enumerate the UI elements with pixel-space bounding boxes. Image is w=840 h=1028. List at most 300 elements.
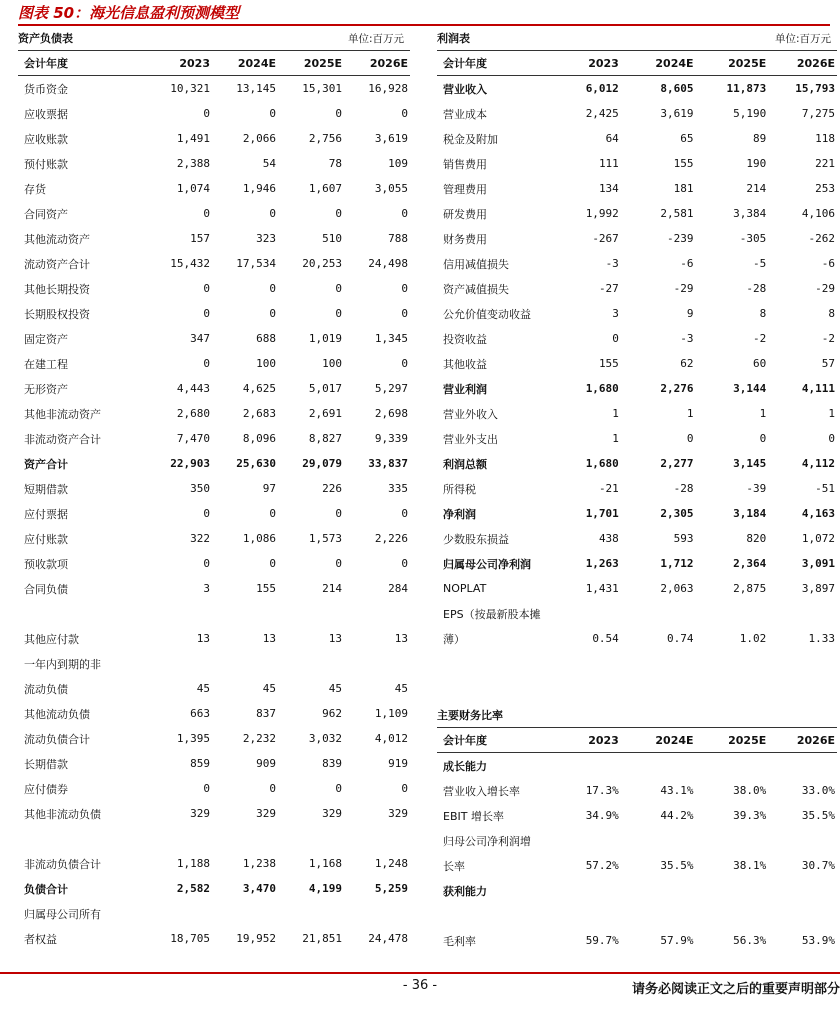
cell-value: 59.7%: [585, 934, 619, 947]
row-label: EBIT 增长率: [443, 809, 504, 823]
cell-value: -29: [815, 282, 835, 295]
table-row: [18, 726, 410, 751]
cell-value: 8: [828, 307, 835, 320]
table-row: [18, 426, 410, 451]
cell-value: 19,952: [236, 932, 276, 945]
cell-value: 34.9%: [585, 809, 619, 822]
cell-value: [566, 878, 621, 903]
cell-value: 329: [256, 807, 276, 820]
cell-value: 284: [388, 582, 408, 595]
cell-value: 0: [335, 207, 342, 220]
income-statement-table: [437, 51, 837, 651]
column-header-label: 会计年度: [437, 51, 566, 76]
cell-value: 62: [680, 357, 694, 370]
table-row: [437, 753, 837, 779]
unit-label: 单位:百万元: [347, 33, 404, 45]
cell-value: 2,364: [733, 557, 767, 570]
page-number: - 36 -: [402, 978, 438, 993]
cell-value: 0: [335, 107, 342, 120]
cell-value: [140, 651, 212, 676]
cell-value: [344, 651, 410, 676]
row-label: EPS（按最新股本摊: [443, 607, 541, 621]
cell-value: 0: [401, 357, 408, 370]
cell-value: 0: [269, 557, 276, 570]
row-label: 流动负债合计: [24, 732, 90, 746]
cell-value: -27: [598, 282, 619, 295]
cell-value: 54: [262, 157, 276, 170]
ratios-section: [437, 705, 837, 953]
ratios-table: [437, 728, 837, 953]
cell-value: 45: [328, 682, 342, 695]
cell-value: 2,232: [242, 732, 276, 745]
row-label: 所得税: [443, 482, 476, 496]
cell-value: 663: [190, 707, 210, 720]
row-label: 合同负债: [24, 582, 68, 596]
cell-value: [344, 601, 410, 626]
row-label: 财务费用: [443, 232, 487, 246]
table-row: [437, 76, 837, 102]
cell-value: 13: [262, 632, 276, 645]
cell-value: 16,928: [368, 82, 408, 95]
column-header-year: 2024E: [621, 51, 696, 76]
row-label: 毛利率: [443, 934, 476, 948]
table-row: [18, 201, 410, 226]
cell-value: 155: [598, 357, 619, 370]
table-row: [18, 851, 410, 876]
cell-value: 2,425: [585, 107, 619, 120]
cell-value: 839: [322, 757, 342, 770]
row-label: 流动负债: [24, 682, 68, 696]
cell-value: 0: [828, 432, 835, 445]
cell-value: 13: [394, 632, 408, 645]
cell-value: [566, 601, 621, 626]
cell-value: -2: [821, 332, 835, 345]
table-header-row: [18, 51, 410, 76]
row-label: [18, 826, 140, 851]
cell-value: [212, 826, 278, 851]
column-header-year: 2026E: [768, 728, 837, 753]
cell-value: -39: [746, 482, 767, 495]
ratios-name: 主要财务比率: [437, 709, 503, 722]
table-row: [437, 626, 837, 651]
cell-value: -28: [673, 482, 694, 495]
cell-value: 438: [598, 532, 619, 545]
cell-value: 0: [401, 557, 408, 570]
table-row: [18, 326, 410, 351]
cell-value: 0: [612, 332, 619, 345]
cell-value: 43.1%: [660, 784, 694, 797]
cell-value: 3,145: [733, 457, 767, 470]
row-label: 在建工程: [24, 357, 68, 371]
cell-value: [212, 901, 278, 926]
table-row: [18, 526, 410, 551]
cell-value: -21: [598, 482, 619, 495]
row-label: 投资收益: [443, 332, 487, 346]
cell-value: 4,625: [242, 382, 276, 395]
cell-value: [278, 901, 344, 926]
row-label: 营业成本: [443, 107, 487, 121]
column-header-year: 2023: [566, 728, 621, 753]
cell-value: 350: [190, 482, 210, 495]
cell-value: 329: [322, 807, 342, 820]
cell-value: -28: [746, 282, 767, 295]
cell-value: 329: [388, 807, 408, 820]
cell-value: 155: [673, 157, 694, 170]
cell-value: 4,443: [176, 382, 210, 395]
cell-value: 5,190: [733, 107, 767, 120]
row-label: 归母公司净利润增: [443, 834, 531, 848]
table-row: [18, 901, 410, 926]
cell-value: 60: [753, 357, 767, 370]
table-row: [437, 151, 837, 176]
cell-value: 1,072: [801, 532, 835, 545]
income-statement-panel: [437, 28, 837, 953]
balance-sheet-name: 资产负债表: [18, 32, 73, 45]
row-label: 成长能力: [443, 759, 487, 773]
cell-value: [696, 828, 769, 853]
row-label: 其他应付款: [24, 632, 79, 646]
row-label: 其他流动负债: [24, 707, 90, 721]
cell-value: 1,712: [660, 557, 694, 570]
row-label: 净利润: [443, 507, 476, 521]
table-row: [437, 576, 837, 601]
row-label: 销售费用: [443, 157, 487, 171]
cell-value: 8,096: [242, 432, 276, 445]
row-label: 其他流动资产: [24, 232, 90, 246]
cell-value: 2,063: [660, 582, 694, 595]
table-row: [18, 101, 410, 126]
cell-value: [278, 651, 344, 676]
cell-value: 5,017: [308, 382, 342, 395]
column-header-year: 2025E: [696, 51, 769, 76]
cell-value: 64: [605, 132, 619, 145]
cell-value: 2,683: [242, 407, 276, 420]
cell-value: 859: [190, 757, 210, 770]
cell-value: 347: [190, 332, 210, 345]
row-label: 非流动负债合计: [24, 857, 101, 871]
row-label: 长期股权投资: [24, 307, 90, 321]
cell-value: 1,248: [374, 857, 408, 870]
cell-value: 2,226: [374, 532, 408, 545]
cell-value: 5,259: [374, 882, 408, 895]
cell-value: [344, 826, 410, 851]
cell-value: 0.74: [667, 632, 694, 645]
cell-value: 0: [203, 207, 210, 220]
cell-value: 909: [256, 757, 276, 770]
balance-sheet-header: [18, 28, 410, 51]
row-label: 营业收入增长率: [443, 784, 520, 798]
row-label: 其他收益: [443, 357, 487, 371]
cell-value: [140, 826, 212, 851]
cell-value: -267: [592, 232, 619, 245]
cell-value: 1.02: [739, 632, 767, 645]
cell-value: 9,339: [374, 432, 408, 445]
cell-value: 322: [190, 532, 210, 545]
cell-value: 13,145: [236, 82, 276, 95]
cell-value: 1,188: [176, 857, 210, 870]
cell-value: [621, 601, 696, 626]
cell-value: 3,619: [660, 107, 694, 120]
cell-value: 45: [196, 682, 210, 695]
row-label: 长率: [443, 859, 465, 873]
cell-value: 22,903: [170, 457, 210, 470]
cell-value: 109: [388, 157, 408, 170]
column-header-year: 2025E: [696, 728, 769, 753]
row-label: 研发费用: [443, 207, 487, 221]
row-label: 获利能力: [443, 884, 487, 898]
cell-value: 688: [256, 332, 276, 345]
column-header-year: 2024E: [212, 51, 278, 76]
cell-value: 1: [759, 407, 767, 420]
table-row: [437, 176, 837, 201]
cell-value: 253: [815, 182, 835, 195]
cell-value: 0: [269, 507, 276, 520]
cell-value: [768, 753, 837, 779]
cell-value: 21,851: [302, 932, 342, 945]
table-row: [437, 401, 837, 426]
cell-value: -5: [753, 257, 767, 270]
cell-value: 18,705: [170, 932, 210, 945]
cell-value: 0: [401, 207, 408, 220]
balance-sheet-table: [18, 51, 410, 951]
row-label: 负债合计: [24, 882, 68, 896]
cell-value: 9: [686, 307, 694, 320]
cell-value: 35.5%: [801, 809, 835, 822]
cell-value: 3,055: [374, 182, 408, 195]
cell-value: 788: [388, 232, 408, 245]
cell-value: [768, 828, 837, 853]
cell-value: 919: [388, 757, 408, 770]
cell-value: 35.5%: [660, 859, 694, 872]
table-row: [437, 226, 837, 251]
table-row: [18, 826, 410, 851]
row-label: [437, 903, 566, 928]
cell-value: -239: [667, 232, 694, 245]
cell-value: 6,012: [585, 82, 619, 95]
cell-value: 1,680: [585, 457, 619, 470]
cell-value: 0: [203, 357, 210, 370]
cell-value: 33.0%: [801, 784, 835, 797]
column-header-year: 2023: [566, 51, 621, 76]
cell-value: 2,388: [176, 157, 210, 170]
cell-value: 44.2%: [660, 809, 694, 822]
cell-value: 1: [686, 407, 694, 420]
table-row: [437, 501, 837, 526]
cell-value: 837: [256, 707, 276, 720]
cell-value: 24,498: [368, 257, 408, 270]
table-row: [437, 928, 837, 953]
figure-title: 图表 50：海光信息盈利预测模型: [18, 2, 830, 26]
row-label: 营业利润: [443, 382, 487, 396]
row-label: 资产合计: [24, 457, 68, 471]
cell-value: 0: [269, 282, 276, 295]
cell-value: 0: [401, 107, 408, 120]
cell-value: 13: [196, 632, 210, 645]
table-row: [18, 501, 410, 526]
row-label: 无形资产: [24, 382, 68, 396]
cell-value: 820: [746, 532, 767, 545]
cell-value: 17.3%: [585, 784, 619, 797]
table-row: [18, 801, 410, 826]
disclaimer: 请务必阅读正文之后的重要声明部分: [631, 982, 840, 997]
cell-value: 1,431: [585, 582, 619, 595]
cell-value: 155: [256, 582, 276, 595]
income-statement-name: 利润表: [437, 32, 470, 45]
cell-value: 2,276: [660, 382, 694, 395]
row-label: 长期借款: [24, 757, 68, 771]
column-header-year: 2023: [140, 51, 212, 76]
balance-sheet-panel: [18, 28, 410, 951]
cell-value: 2,277: [660, 457, 694, 470]
cell-value: 0: [269, 307, 276, 320]
table-header-row: [437, 728, 837, 753]
cell-value: 593: [673, 532, 694, 545]
table-row: [18, 351, 410, 376]
cell-value: 1,395: [176, 732, 210, 745]
table-row: [18, 126, 410, 151]
cell-value: 118: [815, 132, 835, 145]
cell-value: 56.3%: [733, 934, 767, 947]
cell-value: 57: [821, 357, 835, 370]
row-label: NOPLAT: [443, 582, 487, 595]
cell-value: 4,199: [308, 882, 342, 895]
cell-value: 4,106: [801, 207, 835, 220]
cell-value: 57.9%: [660, 934, 694, 947]
row-label: 应收账款: [24, 132, 68, 146]
cell-value: 0: [686, 432, 694, 445]
cell-value: -6: [680, 257, 694, 270]
cell-value: 5,297: [374, 382, 408, 395]
cell-value: 2,756: [308, 132, 342, 145]
column-header-year: 2026E: [768, 51, 837, 76]
cell-value: 2,875: [733, 582, 767, 595]
column-header-year: 2024E: [621, 728, 696, 753]
cell-value: 1,109: [374, 707, 408, 720]
cell-value: [621, 878, 696, 903]
cell-value: 111: [598, 157, 619, 170]
unit-label: 单位:百万元: [774, 33, 831, 45]
cell-value: 8,827: [308, 432, 342, 445]
cell-value: 8,605: [660, 82, 694, 95]
row-label: 营业收入: [443, 82, 487, 96]
cell-value: 4,012: [374, 732, 408, 745]
row-label: 一年内到期的非: [24, 657, 101, 671]
table-row: [18, 701, 410, 726]
cell-value: 15,432: [170, 257, 210, 270]
table-row: [437, 903, 837, 928]
table-row: [18, 776, 410, 801]
cell-value: [768, 903, 837, 928]
cell-value: 0: [269, 782, 276, 795]
cell-value: 1,992: [585, 207, 619, 220]
table-row: [437, 376, 837, 401]
cell-value: 2,691: [308, 407, 342, 420]
cell-value: 100: [322, 357, 342, 370]
row-label: 应付账款: [24, 532, 68, 546]
cell-value: 7,275: [801, 107, 835, 120]
cell-value: [278, 826, 344, 851]
cell-value: 1,607: [308, 182, 342, 195]
cell-value: 1,680: [585, 382, 619, 395]
column-header-year: 2026E: [344, 51, 410, 76]
cell-value: 1: [612, 432, 619, 445]
cell-value: [696, 753, 769, 779]
table-row: [437, 301, 837, 326]
row-label: 其他长期投资: [24, 282, 90, 296]
row-label: 少数股东损益: [443, 532, 509, 546]
cell-value: 2,066: [242, 132, 276, 145]
column-header-label: 会计年度: [18, 51, 140, 76]
row-label: 归属母公司净利润: [443, 557, 531, 571]
cell-value: 0: [203, 282, 210, 295]
cell-value: -6: [821, 257, 835, 270]
cell-value: 181: [673, 182, 694, 195]
cell-value: [140, 601, 212, 626]
row-label: 其他非流动资产: [24, 407, 101, 421]
income-statement-header: [437, 28, 837, 51]
table-row: [18, 676, 410, 701]
row-label: 流动资产合计: [24, 257, 90, 271]
table-row: [437, 326, 837, 351]
cell-value: 0: [203, 307, 210, 320]
cell-value: 97: [262, 482, 276, 495]
cell-value: -29: [673, 282, 694, 295]
row-label: 预收款项: [24, 557, 68, 571]
cell-value: [566, 828, 621, 853]
footer-divider: [0, 972, 840, 974]
row-label: 合同资产: [24, 207, 68, 221]
cell-value: [344, 901, 410, 926]
cell-value: 0: [335, 782, 342, 795]
cell-value: [696, 601, 769, 626]
column-header-year: 2025E: [278, 51, 344, 76]
cell-value: 3,091: [801, 557, 835, 570]
table-row: [18, 226, 410, 251]
cell-value: 1,019: [308, 332, 342, 345]
cell-value: 7,470: [176, 432, 210, 445]
cell-value: [140, 901, 212, 926]
table-row: [437, 878, 837, 903]
cell-value: 24,478: [368, 932, 408, 945]
cell-value: 3: [612, 307, 619, 320]
cell-value: 0: [335, 282, 342, 295]
cell-value: 0: [401, 507, 408, 520]
table-row: [18, 551, 410, 576]
table-row: [437, 201, 837, 226]
column-header-label: 会计年度: [437, 728, 566, 753]
row-label: 管理费用: [443, 182, 487, 196]
table-row: [18, 276, 410, 301]
row-label: 利润总额: [443, 457, 487, 471]
cell-value: 0: [203, 507, 210, 520]
cell-value: 13: [328, 632, 342, 645]
table-row: [437, 126, 837, 151]
table-row: [437, 426, 837, 451]
cell-value: 65: [680, 132, 694, 145]
cell-value: 3,897: [801, 582, 835, 595]
cell-value: 3,032: [308, 732, 342, 745]
row-label: 应付票据: [24, 507, 68, 521]
cell-value: 1,946: [242, 182, 276, 195]
cell-value: 1,074: [176, 182, 210, 195]
cell-value: 1,573: [308, 532, 342, 545]
row-label: 其他非流动负债: [24, 807, 101, 821]
cell-value: 1,086: [242, 532, 276, 545]
table-row: [18, 401, 410, 426]
cell-value: 38.1%: [733, 859, 767, 872]
table-row: [18, 176, 410, 201]
row-label: 固定资产: [24, 332, 68, 346]
